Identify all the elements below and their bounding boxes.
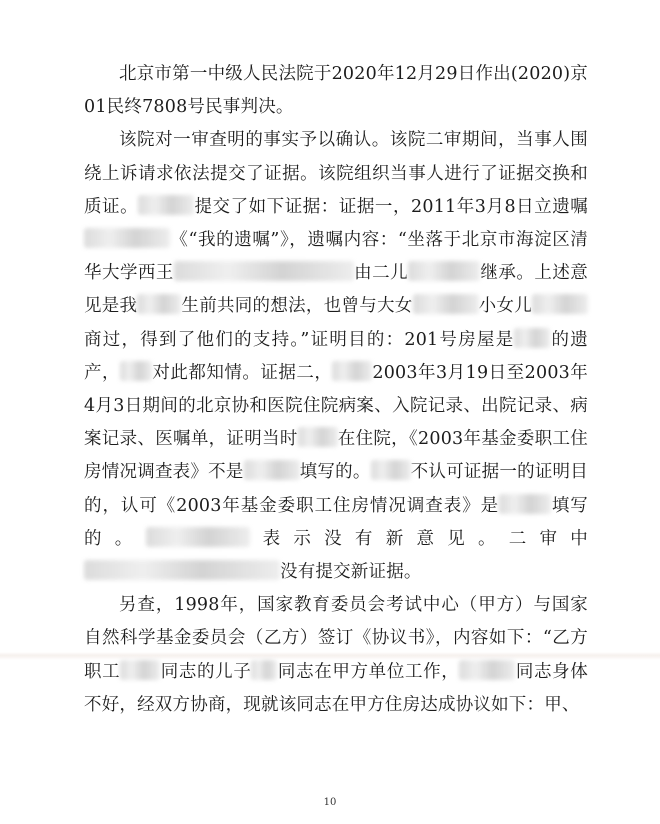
text-segment: 对此都知情。证据二， xyxy=(152,362,333,383)
paragraph xyxy=(84,124,588,589)
redaction-blur xyxy=(137,294,181,314)
text-segment: 填写的。 xyxy=(299,462,371,483)
text-segment: 表示没有新意见。二审中 xyxy=(249,528,588,549)
text-segment: 另查，1998年，国家教育委员会考试中心（甲方）与国家自然科学基金委员会（乙方）签订《协议书》，内容如下：“乙方职工 xyxy=(84,595,588,682)
text-segment: 同志在甲方单位工作， xyxy=(277,661,460,682)
redaction-blur xyxy=(138,195,194,215)
text-segment: 该院对一审查明的事实予以确认。该院二审期间，当事人围绕上诉请求依法提交了证据。该院组织当事人进行了证据交换和质证。 xyxy=(84,130,588,217)
redaction-blur xyxy=(532,294,588,314)
text-segment: 《“我的遗嘱”》，遗嘱内容：“坐落于北京市海淀区清华大学西王 xyxy=(84,230,588,284)
text-segment: 同志的儿子 xyxy=(160,661,252,682)
paragraph xyxy=(84,589,588,722)
text-segment: 同志身体不好，经双方协商，现就该同志在甲方住房达成协议如下：甲、 xyxy=(84,661,588,715)
text-segment: 继承。上述意见是我 xyxy=(84,263,588,317)
text-segment: 在住院，《2003年基金委职工住房情况调查表》不是 xyxy=(84,429,588,483)
text-segment: 提交了如下证据：证据一，2011年3月8日立遗嘱 xyxy=(194,196,588,217)
redaction-blur xyxy=(84,560,280,580)
redaction-blur xyxy=(459,660,515,680)
text-segment: 填写的。 xyxy=(84,495,588,549)
redaction-blur xyxy=(146,527,250,547)
text-segment: 北京市第一中级人民法院于2020年12月29日作出(2020)京01民终7808号民事判决。 xyxy=(84,64,588,118)
redaction-blur xyxy=(413,294,479,314)
redaction-blur xyxy=(251,660,277,680)
redaction-blur xyxy=(120,361,152,381)
text-segment: 2003年3月19日至2003年4月3日期间的北京协和医院住院病案、入院记录、出院记录、病案记录、医嘱单，证明当时 xyxy=(84,362,588,450)
redaction-blur xyxy=(244,460,300,480)
redaction-blur xyxy=(174,261,354,281)
text-segment: 不认可证据一的证明目的，认可《2003年基金委职工住房情况调查表》是 xyxy=(84,462,588,516)
document-body xyxy=(84,58,588,722)
text-segment: 生前共同的想法，也曾与大女 xyxy=(181,296,413,317)
redaction-blur xyxy=(514,328,550,348)
text-segment: 小女儿 xyxy=(478,296,532,317)
redaction-blur xyxy=(120,660,160,680)
redaction-blur xyxy=(371,460,411,480)
redaction-blur xyxy=(298,427,338,447)
text-segment: 的遗产， xyxy=(84,329,588,383)
redaction-blur xyxy=(332,361,372,381)
text-segment: 商过，得到了他们的支持。”证明目的：201号房屋是 xyxy=(84,329,515,350)
redaction-blur xyxy=(408,261,480,281)
text-segment: 没有提交新证据。 xyxy=(280,562,422,583)
page-number: 10 xyxy=(323,797,337,808)
redaction-blur xyxy=(84,228,170,248)
text-segment: 由二儿 xyxy=(353,263,409,284)
redaction-blur xyxy=(499,494,551,514)
paragraph xyxy=(84,58,588,124)
